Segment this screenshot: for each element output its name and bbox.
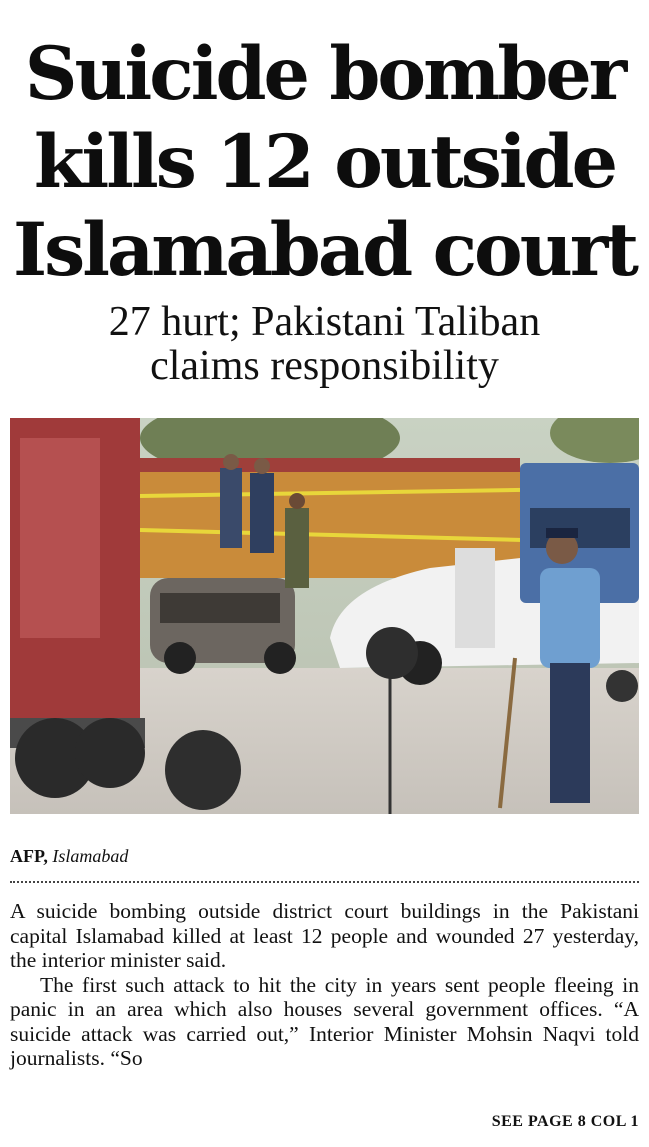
subhead-line-2: claims responsibility — [150, 343, 499, 389]
subheadline — [0, 300, 649, 388]
headline-line-2: kills 12 outside — [33, 119, 616, 205]
paragraph-1: A suicide bombing outside district court buildings in the Pakistani capital Islamabad killed at least 12 people and wounded 27 yesterday, the interior minister said. — [10, 899, 639, 972]
news-photo — [10, 418, 639, 814]
byline-location: Islamabad — [52, 846, 129, 866]
byline-agency: AFP, — [10, 846, 48, 866]
headline-line-1: Suicide bomber — [24, 31, 625, 117]
byline — [10, 846, 128, 867]
headline-line-3: Islamabad court — [12, 207, 636, 293]
continuation-reference: SEE PAGE 8 COL 1 — [491, 1113, 639, 1130]
headline — [0, 30, 649, 294]
article-body — [10, 899, 639, 1071]
dotted-divider — [10, 881, 639, 883]
photo-illustration — [10, 418, 639, 814]
paragraph-2: The first such attack to hit the city in years sent people fleeing in panic in an area which also houses several government offices. “A suicide attack was carried out,” Interior Minister Mohsin Naqvi told journalists. “So — [10, 972, 639, 1070]
subhead-line-1: 27 hurt; Pakistani Taliban — [108, 299, 541, 345]
